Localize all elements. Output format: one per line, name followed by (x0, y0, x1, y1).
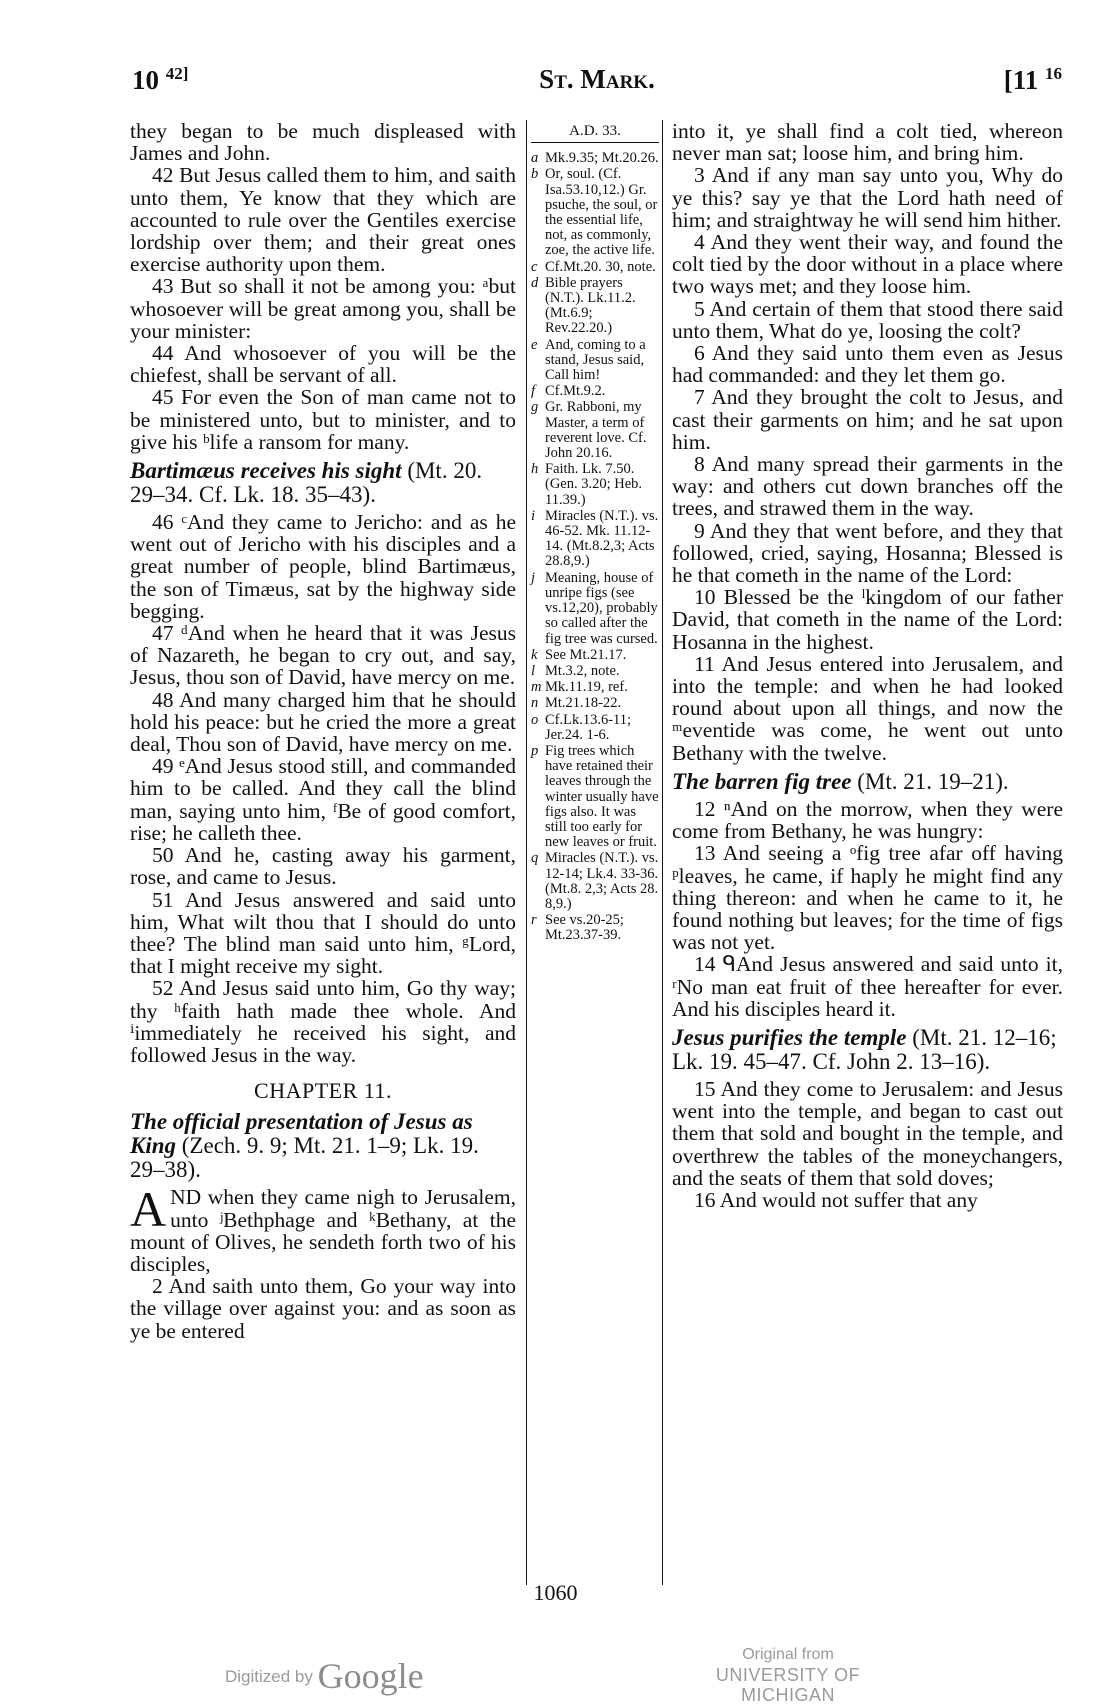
note-letter: e (531, 336, 538, 353)
marginal-note (531, 400, 659, 461)
verse-paragraph: 48 And many charged him that he should hold his peace: but he cried the more a great deal, Thou son of David, have mercy on me. (130, 687, 516, 757)
verse-paragraph: 51 And Jesus answered and said unto him, What wilt thou that I should do unto thee? The blind man said unto him, ᵍLord, that I might receive my sight. (130, 887, 516, 979)
note-letter: a (531, 150, 539, 167)
note-letter: d (531, 274, 539, 291)
marginal-note (531, 648, 659, 663)
note-text: Gr. Rabboni, my Master, a term of reverent love. Cf. John 20.16. (545, 399, 647, 462)
verse-paragraph: 43 But so shall it not be among you: ᵃbut whosoever will be great among you, shall be your minister: (130, 274, 516, 343)
marginal-note (531, 384, 659, 399)
note-text: And, coming to a stand, Jesus said, Call him! (545, 336, 646, 384)
drop-cap: A (130, 1181, 167, 1238)
note-text: Faith. Lk. 7.50. (Gen. 3.20; Heb. 11.39.) (545, 461, 643, 508)
date-label: A.D. 33. (531, 124, 659, 143)
note-letter: n (531, 695, 539, 712)
right-text-column (672, 120, 1063, 1211)
marginal-note (531, 744, 659, 850)
note-letter: q (531, 850, 539, 867)
header-book-title: St. Mark. (539, 64, 655, 94)
note-letter: o (531, 711, 539, 728)
note-letter: k (531, 646, 538, 663)
note-text: Meaning, house of unripe figs (see vs.12,20), probably so called after the fig tree was cursed. (545, 569, 658, 647)
verse-paragraph: 52 And Jesus said unto him, Go thy way; thy ʰfaith hath made thee whole. And ⁱimmediately he received his sight, and followed Jesus in the way. (130, 976, 516, 1067)
verse-paragraph: 6 And they said unto them even as Jesus had commanded: and they let them go. (672, 341, 1063, 388)
section-heading: The official presentation of Jesus as King (Zech. 9. 9; Mt. 21. 1–9; Lk. 19. 29–38). (130, 1109, 479, 1183)
note-text: Mk.11.19, ref. (545, 679, 628, 696)
note-letter: g (531, 399, 539, 416)
note-text: Miracles (N.T.). vs. 46-52. Mk. 11.12-14. (Mt.8.2,3; Acts 28.8,9.) (545, 507, 659, 570)
section-heading: The barren fig tree (Mt. 21. 19–21). (672, 768, 1009, 794)
marginal-note (531, 167, 659, 258)
note-letter: l (531, 662, 536, 679)
marginal-note (531, 851, 659, 912)
verse-paragraph: 11 And Jesus entered into Jerusalem, and into the temple: and when he had looked round about upon all things, and now the ᵐeventide was come, he went out unto Bethany with the twelve. (672, 651, 1063, 765)
verse-paragraph: 3 And if any man say unto you, Why do ye this? say ye that the Lord hath need of him; and straightway he will send him hither. (672, 163, 1063, 232)
chapter-opening-paragraph: AND when they came nigh to Jerusalem, unto ʲBethphage and ᵏBethany, at the mount of Olives, he sendeth forth two of his disciples, (130, 1181, 516, 1276)
note-text: Miracles (N.T.). vs. 12-14; Lk.4. 33-36. (Mt.8. 2,3; Acts 28. 8,9.) (545, 850, 659, 912)
verse-paragraph: 8 And many spread their garments in the way: and others cut down branches off the trees, and strawed them in the way. (672, 452, 1063, 521)
verse-paragraph: 15 And they come to Jerusalem: and Jesus went into the temple, and began to cast out them that sold and bought in the temple, and overthrew the tables of the moneychangers, and the seats of them that sold doves; (672, 1076, 1063, 1190)
note-letter: c (531, 258, 538, 275)
note-letter: r (531, 912, 537, 929)
marginal-note (531, 509, 659, 570)
note-letter: i (531, 507, 536, 524)
note-letter: b (531, 166, 539, 183)
digitized-by-watermark (225, 1655, 424, 1697)
original-source-watermark (668, 1645, 908, 1705)
note-letter: j (531, 569, 536, 586)
verse-paragraph: 10 Blessed be the ˡkingdom of our father David, that cometh in the name of the Lord: Hosanna in the highest. (672, 585, 1063, 654)
marginal-note (531, 338, 659, 384)
header-chapter-verse-start: 10 $^{42]}$ (132, 64, 189, 95)
note-text: Cf.Mt.9.2. (545, 383, 606, 400)
verse-paragraph: 14 ᑫAnd Jesus answered and said unto it, ʳNo man eat fruit of thee hereafter for ever. And his disciples heard it. (672, 952, 1063, 1021)
section-heading: Bartimæus receives his sight (Mt. 20. 29–34. Cf. Lk. 18. 35–43). (130, 458, 483, 508)
verse-paragraph: 42 But Jesus called them to him, and saith unto them, Ye know that they which are accounted to rule over the Gentiles exercise lordship over them; and their great ones exercise authority upon them. (130, 163, 516, 277)
marginal-note (531, 462, 659, 508)
note-letter: m (531, 679, 542, 696)
marginal-note (531, 913, 659, 943)
note-text: See vs.20-25; Mt.23.37-39. (545, 912, 624, 944)
marginal-note (531, 664, 659, 679)
verse-paragraph: 12 ⁿAnd on the morrow, when they were come from Bethany, he was hungry: (672, 796, 1063, 844)
page-number: 1060 (533, 1580, 578, 1605)
note-letter: p (531, 742, 539, 759)
marginal-note (531, 260, 659, 275)
note-text: Mt.21.18-22. (545, 695, 622, 712)
note-text: Mt.3.2, note. (545, 662, 620, 679)
original-from-label: Original from (742, 1646, 834, 1663)
verse-paragraph: 9 And they that went before, and they that followed, cried, saying, Hosanna; Blessed is he that cometh in the name of the Lord: (672, 518, 1063, 588)
marginal-note (531, 571, 659, 647)
marginal-note (531, 696, 659, 711)
verse-paragraph: 50 And he, casting away his garment, rose, and came to Jesus. (130, 843, 516, 890)
left-text-column (130, 120, 516, 1342)
verse-paragraph: 2 And saith unto them, Go your way into the village over against you: and as soon as ye be entered (130, 1274, 516, 1343)
note-letter: h (531, 461, 539, 478)
section-heading: Jesus purifies the temple (Mt. 21. 12–16; Lk. 19. 45–47. Cf. John 2. 13–16). (672, 1024, 1057, 1074)
note-text: Mk.9.35; Mt.20.26. (545, 150, 659, 167)
university-label: UNIVERSITY OF MICHIGAN (715, 1665, 861, 1705)
verse-paragraph: 7 And they brought the colt to Jesus, and cast their garments on him; and he sat upon him. (672, 385, 1063, 454)
verse-paragraph: 45 For even the Son of man came not to be ministered unto, but to minister, and to give his ᵇlife a ransom for many. (130, 385, 516, 454)
verse-paragraph: 49 ᵉAnd Jesus stood still, and commanded him to be called. And they call the blind man, saying unto him, ᶠBe of good comfort, rise; he calleth thee. (130, 754, 516, 845)
running-header (132, 64, 1062, 104)
verse-paragraph: 5 And certain of them that stood there said unto them, What do ye, loosing the colt? (672, 296, 1063, 343)
digitized-by-label: Digitized by (225, 1667, 313, 1686)
verse-paragraph: 4 And they went their way, and found the colt tied by the door without in a place where two ways met; and they loose him. (672, 230, 1063, 299)
verse-paragraph: 16 And would not suffer that any (694, 1187, 978, 1212)
google-logo: Google (317, 1656, 424, 1696)
note-text: Or, soul. (Cf. Isa.53.10,12.) Gr. psuche, the soul, or the essential life, not, as commonly, zoe, the active life. (545, 166, 658, 259)
column-divider-right (662, 120, 663, 1585)
marginal-note (531, 151, 659, 166)
note-text: Cf.Mt.20. 30, note. (545, 258, 656, 275)
verse-paragraph: 46 ᶜAnd they came to Jericho: and as he went out of Jericho with his disciples and a great number of people, blind Bartimæus, the son of Timæus, sat by the highway side begging. (130, 510, 516, 623)
note-text: See Mt.21.17. (545, 646, 627, 663)
column-divider-left (526, 120, 527, 1585)
note-letter: f (531, 383, 536, 400)
marginal-note (531, 680, 659, 695)
marginal-note (531, 713, 659, 743)
note-text: Cf.Lk.13.6-11; Jer.24. 1-6. (545, 711, 632, 743)
center-reference-column (531, 120, 659, 945)
chapter-title: CHAPTER 11. (254, 1078, 392, 1104)
verse-paragraph: 13 And seeing a ᵒfig tree afar off having ᵖleaves, he came, if haply he might find any thing thereon: and when he came to it, he found nothing but leaves; for the time of figs was not yet. (672, 841, 1063, 955)
verse-paragraph: they began to be much displeased with James and John. (130, 119, 516, 166)
marginal-notes-list (531, 151, 659, 943)
note-text: Bible prayers (N.T.). Lk.11.2. (Mt.6.9; Rev.22.20.) (545, 274, 636, 337)
note-text: Fig trees which have retained their leaves through the winter usually have figs also. It was still too early for new leaves or fruit. (545, 742, 659, 851)
verse-paragraph: into it, ye shall find a colt tied, whereon never man sat; loose him, and bring him. (672, 119, 1063, 166)
verse-paragraph: 44 And whosoever of you will be the chiefest, shall be servant of all. (130, 341, 516, 388)
marginal-note (531, 276, 659, 337)
header-chapter-verse-end: [11 $^{16}$ (1003, 64, 1062, 95)
verse-paragraph: 47 ᵈAnd when he heard that it was Jesus of Nazareth, he began to cry out, and say, Jesus, thou son of David, have mercy on me. (130, 621, 516, 690)
